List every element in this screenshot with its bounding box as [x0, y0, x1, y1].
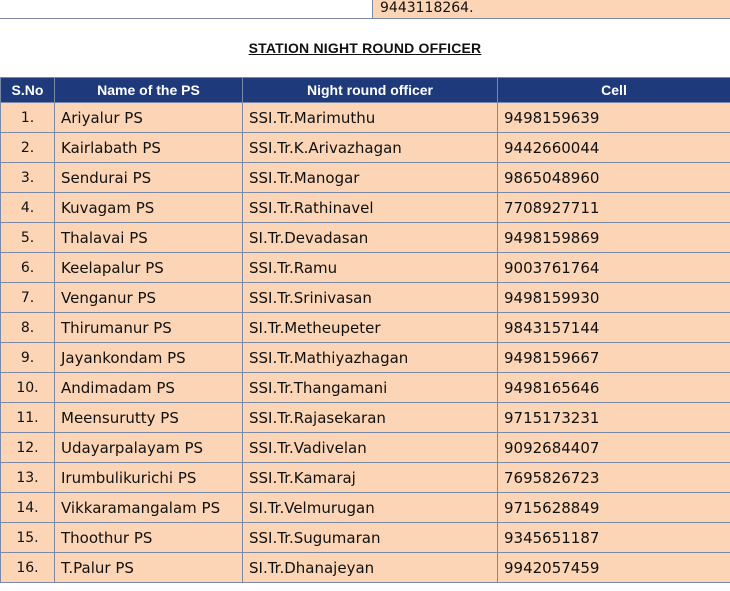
table-header-row — [1, 78, 730, 103]
row-sno: 1. — [1, 103, 55, 133]
row-sno: 4. — [1, 193, 55, 223]
row-cell: 9003761764 — [498, 253, 730, 283]
table-row — [1, 163, 730, 193]
table-row — [1, 433, 730, 463]
row-officer: SSI.Tr.Rathinavel — [243, 193, 498, 223]
row-officer: SSI.Tr.Srinivasan — [243, 283, 498, 313]
table-row — [1, 133, 730, 163]
row-officer: SI.Tr.Metheupeter — [243, 313, 498, 343]
row-ps-name: Meensurutty PS — [55, 403, 243, 433]
row-ps-name: Vikkaramangalam PS — [55, 493, 243, 523]
row-officer: SSI.Tr.Rajasekaran — [243, 403, 498, 433]
table-row — [1, 253, 730, 283]
row-ps-name: Irumbulikurichi PS — [55, 463, 243, 493]
row-cell: 9843157144 — [498, 313, 730, 343]
row-ps-name: Ariyalur PS — [55, 103, 243, 133]
row-ps-name: Andimadam PS — [55, 373, 243, 403]
table-row — [1, 493, 730, 523]
row-officer: SSI.Tr.Marimuthu — [243, 103, 498, 133]
row-ps-name: T.Palur PS — [55, 553, 243, 583]
row-cell: 9498159667 — [498, 343, 730, 373]
officer-table — [0, 77, 730, 583]
column-header-officer: Night round officer — [243, 78, 498, 103]
row-sno: 8. — [1, 313, 55, 343]
row-cell: 9865048960 — [498, 163, 730, 193]
row-officer: SSI.Tr.Vadivelan — [243, 433, 498, 463]
table-row — [1, 463, 730, 493]
row-cell: 9942057459 — [498, 553, 730, 583]
row-sno: 12. — [1, 433, 55, 463]
table-row — [1, 523, 730, 553]
row-officer: SSI.Tr.Mathiyazhagan — [243, 343, 498, 373]
row-sno: 13. — [1, 463, 55, 493]
row-ps-name: Udayarpalayam PS — [55, 433, 243, 463]
row-cell: 9715628849 — [498, 493, 730, 523]
row-officer: SSI.Tr.Kamaraj — [243, 463, 498, 493]
previous-table-strip — [0, 0, 730, 19]
table-row — [1, 373, 730, 403]
row-sno: 14. — [1, 493, 55, 523]
previous-cell-number: 9443118264. — [372, 0, 730, 18]
row-ps-name: Keelapalur PS — [55, 253, 243, 283]
row-officer: SSI.Tr.K.Arivazhagan — [243, 133, 498, 163]
row-cell: 9092684407 — [498, 433, 730, 463]
row-ps-name: Kairlabath PS — [55, 133, 243, 163]
row-officer: SI.Tr.Devadasan — [243, 223, 498, 253]
row-officer: SSI.Tr.Ramu — [243, 253, 498, 283]
table-row — [1, 283, 730, 313]
page-title: STATION NIGHT ROUND OFFICER — [248, 40, 482, 56]
row-officer: SI.Tr.Velmurugan — [243, 493, 498, 523]
row-sno: 15. — [1, 523, 55, 553]
row-ps-name: Venganur PS — [55, 283, 243, 313]
row-cell: 9715173231 — [498, 403, 730, 433]
row-sno: 2. — [1, 133, 55, 163]
row-cell: 9442660044 — [498, 133, 730, 163]
column-header-cell: Cell — [498, 78, 730, 103]
row-cell: 9498159639 — [498, 103, 730, 133]
row-sno: 6. — [1, 253, 55, 283]
column-header-sno: S.No — [1, 78, 55, 103]
row-officer: SSI.Tr.Manogar — [243, 163, 498, 193]
row-cell: 9498165646 — [498, 373, 730, 403]
row-ps-name: Jayankondam PS — [55, 343, 243, 373]
row-cell: 9498159869 — [498, 223, 730, 253]
row-sno: 11. — [1, 403, 55, 433]
table-row — [1, 343, 730, 373]
row-officer: SI.Tr.Dhanajeyan — [243, 553, 498, 583]
row-cell: 9498159930 — [498, 283, 730, 313]
row-ps-name: Kuvagam PS — [55, 193, 243, 223]
row-officer: SSI.Tr.Sugumaran — [243, 523, 498, 553]
row-ps-name: Thirumanur PS — [55, 313, 243, 343]
row-sno: 9. — [1, 343, 55, 373]
table-row — [1, 403, 730, 433]
table-row — [1, 103, 730, 133]
row-sno: 3. — [1, 163, 55, 193]
table-row — [1, 313, 730, 343]
row-ps-name: Thoothur PS — [55, 523, 243, 553]
row-officer: SSI.Tr.Thangamani — [243, 373, 498, 403]
row-sno: 5. — [1, 223, 55, 253]
row-ps-name: Sendurai PS — [55, 163, 243, 193]
row-cell: 7695826723 — [498, 463, 730, 493]
table-row — [1, 223, 730, 253]
table-row — [1, 553, 730, 583]
row-cell: 7708927711 — [498, 193, 730, 223]
row-sno: 7. — [1, 283, 55, 313]
row-ps-name: Thalavai PS — [55, 223, 243, 253]
row-sno: 10. — [1, 373, 55, 403]
row-cell: 9345651187 — [498, 523, 730, 553]
table-row — [1, 193, 730, 223]
row-sno: 16. — [1, 553, 55, 583]
column-header-ps: Name of the PS — [55, 78, 243, 103]
